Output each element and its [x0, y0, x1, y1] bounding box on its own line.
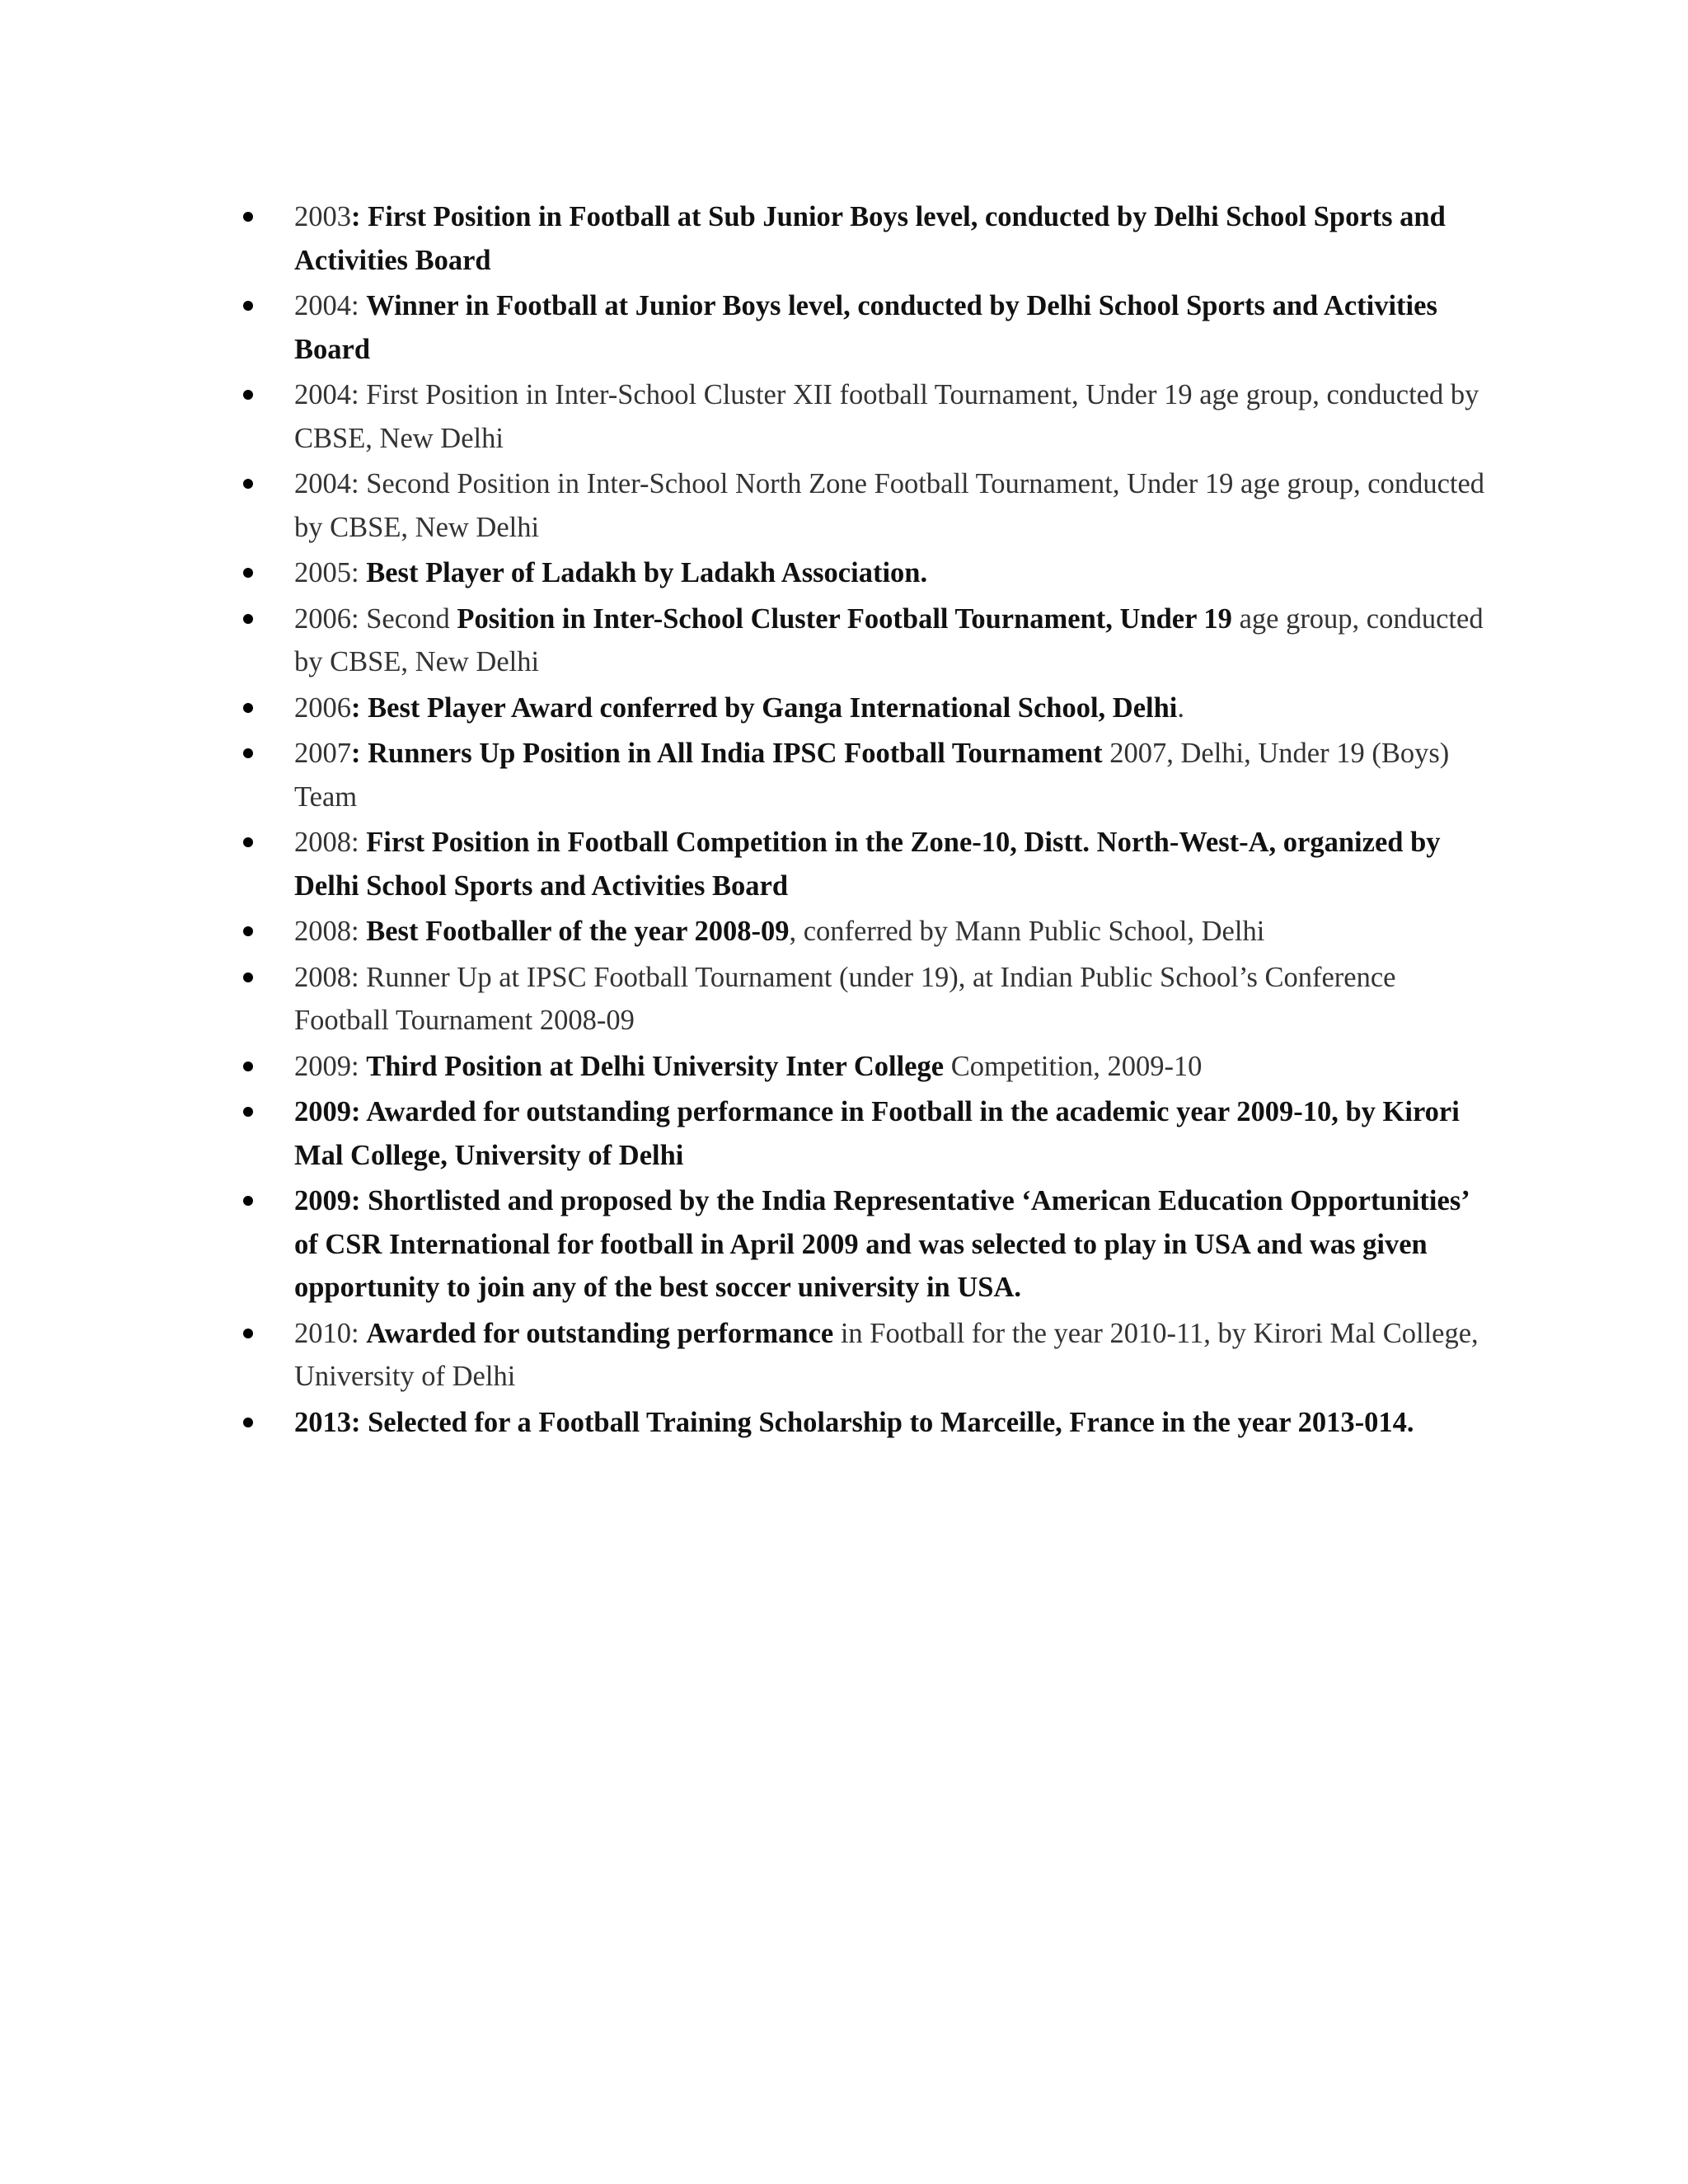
achievement-text	[294, 1312, 1496, 1399]
achievement-bold-text: Best Footballer of the year 2008-09	[366, 916, 790, 947]
achievement-text	[294, 956, 1496, 1043]
achievement-item	[243, 821, 1496, 907]
achievement-text	[294, 373, 1496, 460]
achievement-item	[243, 551, 1496, 595]
achievement-bold-text: Best Player of Ladakh by Ladakh Association.	[366, 557, 928, 588]
bullet-icon	[243, 703, 253, 713]
achievement-plain-text: Competition, 2009-10	[944, 1050, 1203, 1082]
achievement-bold-text: First Position in Football Competition in the Zone-10, Distt. North-West-A, organized by Delhi School Sports and Activities Board	[294, 827, 1441, 902]
achievement-item	[243, 195, 1496, 282]
achievement-plain-text: 2003	[294, 201, 351, 232]
achievement-item	[243, 1179, 1496, 1310]
achievement-text	[294, 821, 1496, 907]
achievement-plain-text: .	[1177, 691, 1185, 724]
bullet-icon	[243, 972, 253, 982]
achievement-plain-text: in Football for the year 2010-11, by Kirori Mal College, University of Delhi	[294, 1317, 1479, 1392]
achievement-plain-text: 2008: Runner Up at IPSC Football Tournament (under 19), at Indian Public School’s Conference Football Tournament 2008-09	[294, 961, 1396, 1036]
achievement-item	[243, 1090, 1496, 1177]
achievement-item	[243, 956, 1496, 1043]
achievement-bold-text: : First Position in Football at Sub Junior Boys level, conducted by Delhi School Sports and Activities Board	[294, 201, 1446, 276]
achievement-plain-text: 2005:	[294, 557, 367, 588]
achievement-plain-text: 2007, Delhi, Under 19 (Boys) Team	[294, 738, 1450, 813]
achievement-text	[294, 687, 1496, 730]
achievement-plain-text: 2008:	[294, 916, 367, 947]
bullet-icon	[243, 1107, 253, 1117]
achievement-plain-text: 2008:	[294, 827, 367, 858]
achievement-item	[243, 687, 1496, 730]
bullet-icon	[243, 301, 253, 311]
bullet-icon	[243, 1418, 253, 1427]
achievement-item	[243, 1312, 1496, 1399]
achievement-bold-text: 2013: Selected for a Football Training Scholarship to Marceille, France in the year 2013-014.	[294, 1406, 1414, 1438]
achievement-plain-text: 2006: Second	[294, 602, 457, 635]
achievement-item	[243, 373, 1496, 460]
bullet-icon	[243, 390, 253, 400]
achievement-text	[294, 732, 1496, 818]
achievement-plain-text: , conferred by Mann Public School, Delhi	[789, 916, 1265, 947]
achievement-text	[294, 462, 1496, 549]
achievement-bold-text: : Runners Up Position in All India IPSC Football Tournament	[351, 738, 1103, 769]
achievement-bold-text: : Best Player Award conferred by Ganga International School, Delhi	[351, 691, 1178, 724]
achievement-plain-text: 2009:	[294, 1050, 367, 1082]
achievement-bold-text: 2009: Shortlisted and proposed by the India Representative ‘American Education Opportunities’ of CSR International for football in April 2009 and was selected to play in USA and was given opportunity to join any of the best soccer university in USA.	[294, 1185, 1469, 1303]
bullet-icon	[243, 479, 253, 489]
bullet-icon	[243, 1329, 253, 1338]
achievement-item	[243, 462, 1496, 549]
achievement-text	[294, 1090, 1496, 1177]
achievement-bold-text: 2009: Awarded for outstanding performance in Football in the academic year 2009-10, by Kirori Mal College, University of Delhi	[294, 1096, 1460, 1171]
bullet-icon	[243, 926, 253, 936]
achievement-text	[294, 1179, 1496, 1310]
achievement-plain-text: 2004: Second Position in Inter-School North Zone Football Tournament, Under 19 age group, conducted by CBSE, New Delhi	[294, 468, 1485, 543]
achievement-text	[294, 598, 1496, 684]
achievement-plain-text: 2004:	[294, 290, 367, 321]
achievement-text	[294, 1045, 1496, 1089]
achievement-text	[294, 1401, 1496, 1445]
achievements-list	[243, 195, 1496, 1446]
achievement-text	[294, 910, 1496, 954]
achievement-plain-text: 2010:	[294, 1317, 367, 1349]
bullet-icon	[243, 212, 253, 222]
achievement-bold-text: Awarded for outstanding performance	[366, 1317, 834, 1349]
bullet-icon	[243, 1062, 253, 1071]
bullet-icon	[243, 568, 253, 578]
achievement-bold-text: Position in Inter-School Cluster Football Tournament, Under 19	[457, 602, 1232, 635]
achievement-bold-text: Third Position at Delhi University Inter College	[366, 1050, 945, 1082]
bullet-icon	[243, 837, 253, 847]
achievement-item	[243, 1401, 1496, 1445]
achievement-plain-text: 2007	[294, 738, 351, 769]
bullet-icon	[243, 748, 253, 758]
bullet-icon	[243, 1196, 253, 1206]
achievement-item	[243, 732, 1496, 818]
achievement-item	[243, 1045, 1496, 1089]
achievement-plain-text: age group, conducted by CBSE, New Delhi	[294, 602, 1484, 677]
achievement-item	[243, 284, 1496, 371]
achievement-item	[243, 598, 1496, 684]
achievement-text	[294, 284, 1496, 371]
achievement-text	[294, 551, 1496, 595]
achievement-item	[243, 910, 1496, 954]
achievement-plain-text: 2004: First Position in Inter-School Cluster XII football Tournament, Under 19 age group, conducted by CBSE, New Delhi	[294, 379, 1479, 454]
achievement-plain-text: 2006	[294, 691, 351, 724]
achievement-text	[294, 195, 1496, 282]
bullet-icon	[243, 614, 253, 624]
achievement-bold-text: Winner in Football at Junior Boys level, conducted by Delhi School Sports and Activities Board	[294, 290, 1437, 365]
